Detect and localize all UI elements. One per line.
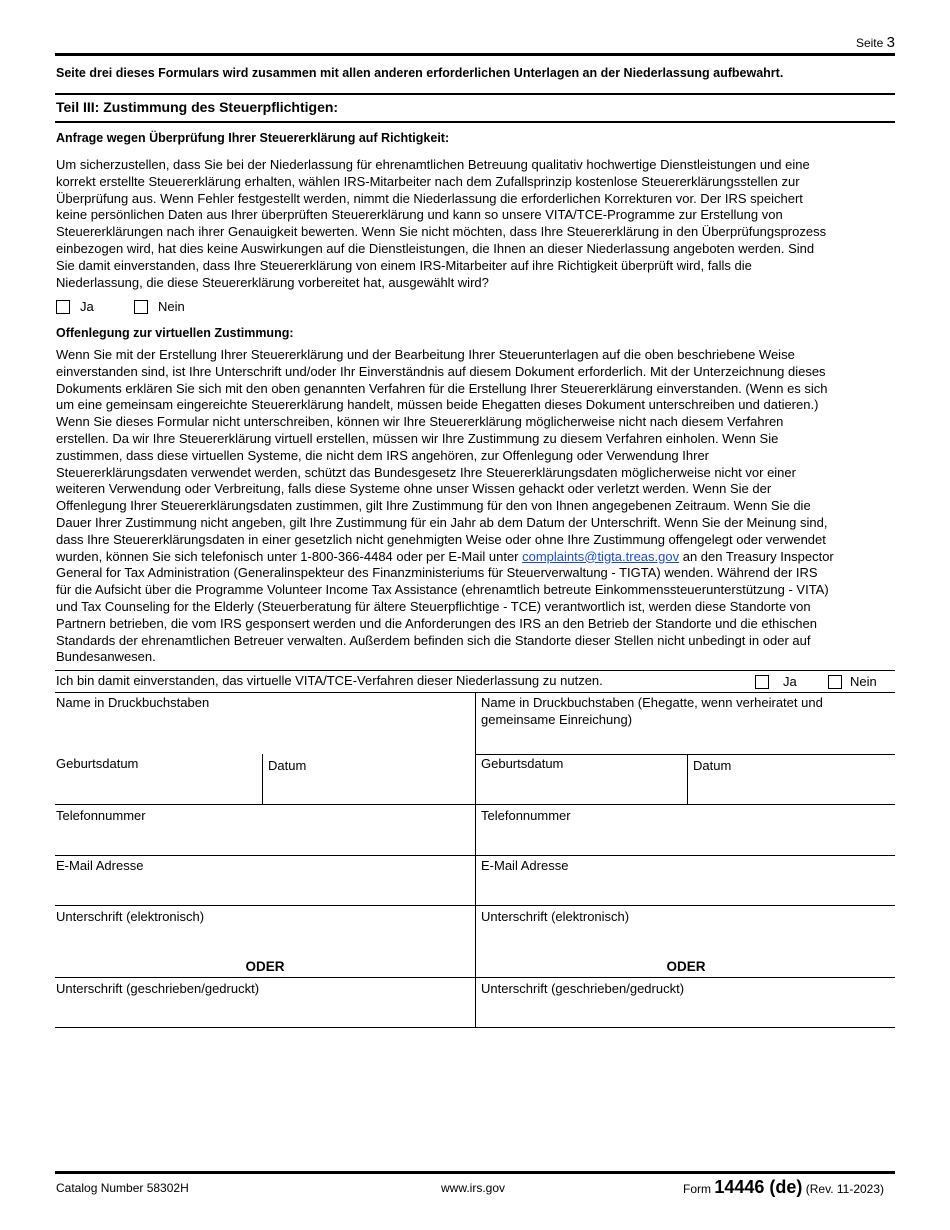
review-no-option[interactable] [134, 299, 185, 314]
form-revision: (Rev. 11-2023) [805, 1182, 885, 1196]
text-line: Überprüfung aus. Wenn Fehler festgestellt werden, nimmt die Niederlassung die erforderlichen Korrekturen vor. Der IRS speichert [56, 190, 803, 206]
date-divider-left [262, 754, 263, 804]
or-label: ODER [245, 959, 285, 974]
review-no-label: Nein [158, 299, 185, 314]
agree-yes-label: Ja [783, 674, 797, 689]
text-line: einverstanden sind, ist Ihre Unterschrift und/oder Ihr Einverständnis auf diesem Dokument erforderlich. Mit der Unterzeichnung dieses [56, 363, 826, 379]
taxpayer-dob-field[interactable]: Geburtsdatum [56, 756, 139, 771]
retention-notice: Seite drei dieses Formulars wird zusammen mit allen anderen erforderlichen Unterlagen an der Niederlassung aufbewahrt. [56, 66, 784, 80]
complaints-email-link[interactable]: complaints@tigta.treas.gov [522, 548, 680, 564]
text-line: korrekt erstellte Steuererklärung erhalten, wählen IRS-Mitarbeiter nach dem Zufallsprinzip kostenlose Steuererklärungsstellen zur [56, 173, 800, 189]
taxpayer-signature-written-field[interactable]: Unterschrift (geschrieben/gedruckt) [56, 981, 260, 996]
website: www.irs.gov [441, 1181, 506, 1195]
taxpayer-date-field[interactable]: Datum [268, 758, 307, 773]
text-line: erstellen. Da wir Ihre Steuererklärung virtuell erstellen, müssen wir Ihre Zustimmung zu diesem Verfahren einholen. Wenn Sie [56, 430, 779, 446]
text-line: Standards der ehrenamtlichen Betreuer verwalten. Außerdem befinden sich die Standorte dieser Stellen nicht unbedingt in oder auf [56, 632, 811, 648]
text-line [56, 549, 896, 566]
spouse-name-field[interactable] [481, 695, 823, 728]
part-rule-bottom [55, 121, 895, 123]
review-yes-label: Ja [80, 299, 94, 314]
agree-no-label: Nein [850, 674, 877, 689]
text-line: Bundesanwesen. [56, 649, 156, 665]
text-line: und Tax Counseling for the Elderly (Steuerberatung für ältere Steuerpflichtige - TCE) verantwortlich ist, werden diese Standorte von [56, 598, 811, 614]
agree-text: Ich bin damit einverstanden, das virtuelle VITA/TCE-Verfahren dieser Niederlassung zu nutzen. [56, 673, 603, 688]
top-rule [55, 53, 895, 56]
field-rule [55, 855, 895, 856]
text-line: Niederlassung, die diese Steuererklärung vorbereitet hat, ausgewählt wird? [56, 274, 489, 290]
field-rule [55, 1027, 895, 1028]
footer-rule [55, 1171, 895, 1174]
page-number [760, 34, 895, 51]
agree-no-option[interactable] [828, 674, 877, 689]
catalog-number: Catalog Number 58302H [56, 1181, 189, 1195]
text-line: für die Aufsicht über die Programme Volunteer Income Tax Assistance (ehrenamtlich betreute Einkommenssteuerunterstützung - VITA) [56, 582, 829, 598]
text-segment: an den Treasury Inspector [679, 548, 834, 564]
review-paragraph [56, 157, 896, 291]
text-line: Wenn Sie mit der Erstellung Ihrer Steuererklärung und der Bearbeitung Ihrer Steuerunterlagen auf die oben beschriebene Weise [56, 347, 795, 362]
agree-rule-top [55, 670, 895, 671]
text-line: Partnern betrieben, die vom IRS gesponsert werden und die Anforderungen des IRS an den Betrieb der Standorte und die ethischen [56, 615, 817, 631]
text-segment: wurden, können Sie sich telefonisch unter 1-800-366-4484 oder per E-Mail unter [56, 548, 523, 564]
text-line: General for Tax Administration (Generalinspekteur des Finanzministeriums für Steuerverwaltung - TIGTA) wenden. Während der IRS [56, 565, 818, 581]
spouse-phone-field[interactable]: Telefonnummer [481, 808, 571, 823]
text-line: Um sicherzustellen, dass Sie bei der Niederlassung für ehrenamtlichen Betreuung qualitativ hochwertige Dienstleistungen und eine [56, 157, 810, 172]
agree-yes-option[interactable] [755, 674, 797, 689]
form-id [683, 1177, 884, 1198]
spouse-name-label-line: Name in Druckbuchstaben (Ehegatte, wenn verheiratet und [481, 695, 823, 710]
virtual-heading: Offenlegung zur virtuellen Zustimmung: [56, 326, 294, 340]
page-number-value: 3 [886, 34, 895, 51]
date-divider-right [687, 754, 688, 804]
agree-no-checkbox[interactable] [828, 675, 842, 689]
agree-yes-checkbox[interactable] [755, 675, 769, 689]
text-line: um eine gemeinsam eingereichte Steuererklärung handelt, müssen beide Ehegatten dieses Dokument unterschreiben und datieren.) [56, 397, 819, 413]
text-line: Offenlegung Ihrer Steuererklärungsdaten zustimmen, gilt Ihre Zustimmung für den von Ihnen angegebenen Zeitraum. Wenn Sie die [56, 498, 811, 514]
or-label: ODER [666, 959, 706, 974]
part-rule-top [55, 93, 895, 95]
review-yes-option[interactable] [56, 299, 94, 314]
text-line: Steuererklärungsdaten verwendet werden, schützt das Bundesgesetz Ihre Steuererklärungsdaten möglicherweise nicht vor einer [56, 464, 796, 480]
text-line: zustimmen, dass diese virtuellen Systeme, die nicht dem IRS angehören, zur Offenlegung oder Verwendung Ihrer [56, 447, 710, 463]
taxpayer-name-field[interactable]: Name in Druckbuchstaben [56, 695, 210, 710]
field-rule [55, 804, 895, 805]
text-line: Dokuments erklären Sie sich mit den oben genannten Verfahren für die Erstellung Ihrer Steuererklärung einverstanden. (Wenn es sich [56, 380, 828, 396]
taxpayer-signature-electronic-field[interactable]: Unterschrift (elektronisch) [56, 909, 205, 924]
spouse-signature-electronic-field[interactable]: Unterschrift (elektronisch) [481, 909, 630, 924]
spouse-name-label-line: gemeinsame Einreichung) [481, 711, 633, 727]
review-yes-checkbox[interactable] [56, 300, 70, 314]
text-line: Wenn Sie dieses Formular nicht unterschreiben, können wir Ihre Steuererklärung möglicherweise nicht nach diesem Verfahren [56, 414, 784, 430]
text-line: Steuererklärungen nach ihrer Genauigkeit bewerten. Wenn Sie nicht möchten, dass Ihre Steuererklärung in den Überprüfungsprozess [56, 224, 827, 240]
form-number: 14446 (de) [714, 1177, 803, 1197]
field-rule [475, 754, 895, 755]
spouse-date-field[interactable]: Datum [693, 758, 732, 773]
text-line: Dauer Ihrer Zustimmung nicht angeben, gilt Ihre Zustimmung für ein Jahr ab dem Datum der Unterschrift. Wenn Sie der Meinung sind, [56, 514, 828, 530]
part-title: Teil III: Zustimmung des Steuerpflichtigen: [56, 99, 339, 115]
review-heading: Anfrage wegen Überprüfung Ihrer Steuererklärung auf Richtigkeit: [56, 131, 450, 145]
taxpayer-phone-field[interactable]: Telefonnummer [56, 808, 146, 823]
text-line: weiteren Verwendung oder Verbreitung, falls diese Systeme ohne unser Wissen gehackt oder verletzt werden. Wenn Sie der [56, 481, 772, 497]
page-prefix: Seite [855, 36, 884, 50]
spouse-signature-written-field[interactable]: Unterschrift (geschrieben/gedruckt) [481, 981, 685, 996]
text-line: einbezogen wird, hat dies keine Auswirkungen auf die Dienstleistungen, die Ihnen an dieser Niederlassung angeboten werden. Sind [56, 240, 815, 256]
virtual-paragraph [56, 347, 896, 666]
spouse-dob-field[interactable]: Geburtsdatum [481, 756, 564, 771]
text-line: keine persönlichen Daten aus Ihrer überprüften Steuererklärung und kann so unsere VITA/TCE-Programme zur Erstellung von [56, 207, 783, 223]
review-no-checkbox[interactable] [134, 300, 148, 314]
taxpayer-email-field[interactable]: E-Mail Adresse [56, 858, 144, 873]
form-prefix: Form [683, 1182, 711, 1196]
field-rule [55, 905, 895, 906]
field-rule [55, 977, 895, 978]
spouse-email-field[interactable]: E-Mail Adresse [481, 858, 569, 873]
text-line: Sie damit einverstanden, dass Ihre Steuererklärung von einem IRS-Mitarbeiter auf ihre Richtigkeit überprüft wird, falls die [56, 257, 752, 273]
text-line: dass Ihre Steuererklärungsdaten in einer gesetzlich nicht genehmigten Weise oder ohne Ihre Zustimmung offengelegt oder verwendet [56, 531, 826, 547]
